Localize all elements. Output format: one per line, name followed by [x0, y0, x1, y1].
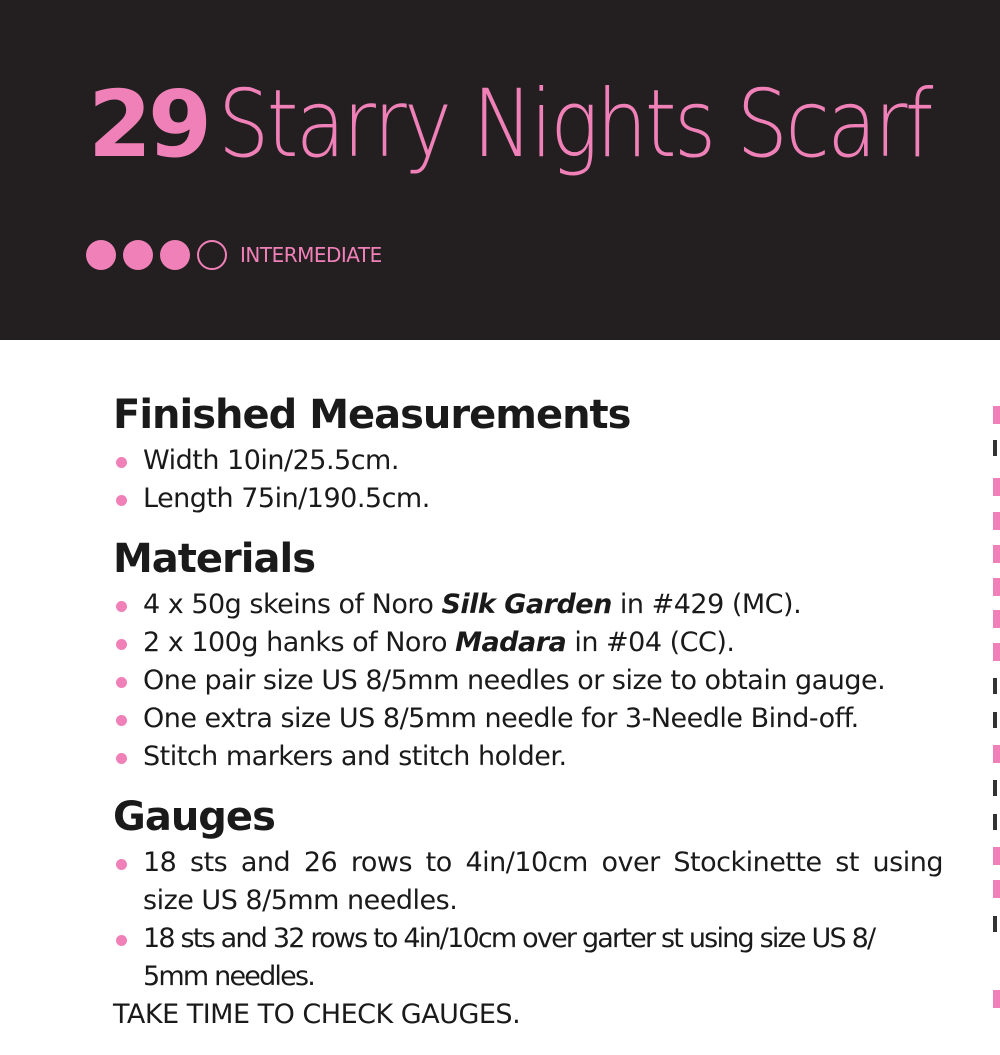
list-item: Width 10in/25.5cm.: [113, 442, 943, 480]
finished-measurements-heading: Finished Measurements: [113, 392, 631, 438]
bullet-icon: [116, 639, 127, 650]
pattern-details: [113, 388, 943, 1034]
pattern-number: 29: [88, 71, 209, 178]
bullet-icon: [116, 715, 127, 726]
list-item: Stitch markers and stitch holder.: [113, 738, 943, 776]
materials-list: [113, 586, 943, 776]
difficulty-dot-filled-icon: [123, 240, 153, 270]
difficulty-label: INTERMEDIATE: [240, 243, 382, 267]
list-item: 18 sts and 32 rows to 4in/10cm over garter st using size US 8/ 5mm needles.: [113, 920, 943, 996]
pattern-title: [88, 70, 1000, 179]
list-item: One pair size US 8/5mm needles or size to obtain gauge.: [113, 662, 943, 700]
bullet-icon: [116, 935, 127, 946]
bullet-icon: [116, 495, 127, 506]
list-item: One extra size US 8/5mm needle for 3-Needle Bind-off.: [113, 700, 943, 738]
gauge-check-note: TAKE TIME TO CHECK GAUGES.: [113, 999, 521, 1030]
bullet-icon: [116, 457, 127, 468]
bullet-icon: [116, 601, 127, 612]
gauges-heading: Gauges: [113, 794, 275, 840]
bullet-icon: [116, 859, 127, 870]
difficulty-dot-empty-icon: [197, 240, 227, 270]
pattern-header: [0, 0, 1000, 340]
yarn-name: Madara: [455, 627, 567, 658]
list-item: Length 75in/190.5cm.: [113, 480, 943, 518]
gauges-list: [113, 844, 943, 996]
measurements-list: [113, 442, 943, 518]
list-item: 18 sts and 26 rows to 4in/10cm over Stockinette st using size US 8/5mm needles.: [113, 844, 943, 920]
pattern-name: Starry Nights Scarf: [218, 70, 931, 179]
difficulty-dot-filled-icon: [86, 240, 116, 270]
list-item: 4 x 50g skeins of Noro Silk Garden in #429 (MC).: [113, 586, 943, 624]
bullet-icon: [116, 677, 127, 688]
difficulty-dot-filled-icon: [160, 240, 190, 270]
materials-heading: Materials: [113, 536, 315, 582]
difficulty-rating: [86, 238, 382, 272]
next-column-edge: [993, 400, 1000, 1055]
yarn-name: Silk Garden: [441, 589, 612, 620]
bullet-icon: [116, 753, 127, 764]
list-item: 2 x 100g hanks of Noro Madara in #04 (CC).: [113, 624, 943, 662]
